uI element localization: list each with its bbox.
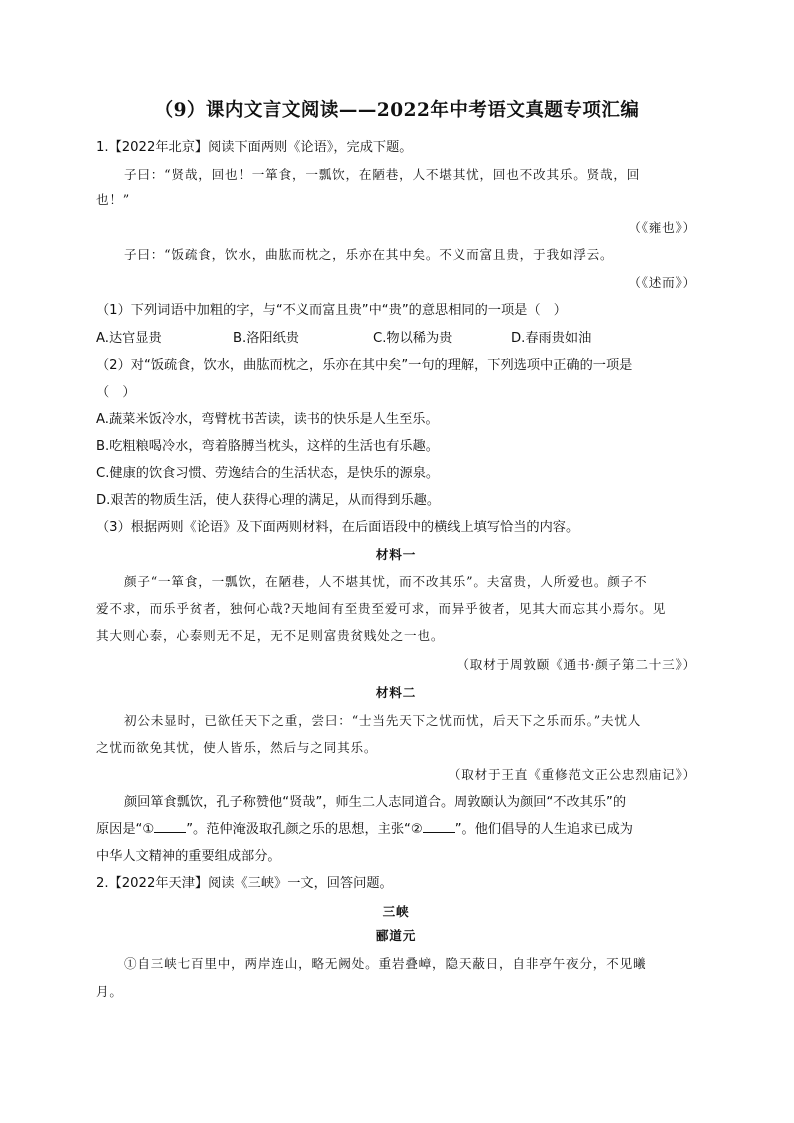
question-2-intro: 阅读《三峡》一文，回答问题。: [208, 876, 393, 891]
sub-question-1-stem: （1）下列词语中加粗的字，与“不义而富且贵”中“贵”的意思相同的一项是（ ）: [96, 303, 567, 318]
sub-question-1-option-b: B.洛阳纸贵: [233, 331, 299, 346]
material-2-line-1: 初公未显时，已欲任天下之重，尝曰：“士当先天下之忧而忧，后天下之乐而乐。”夫忧人: [124, 713, 642, 728]
sub-question-2-stem-cont: （ ）: [96, 385, 136, 400]
question-1-header: [96, 136, 696, 155]
sub-question-1-option-a: A.达官显贵: [96, 331, 162, 346]
material-1-line-2: 爱不求，而乐乎贫者，独何心哉?天地间有至贵至爱可求，而异乎彼者，见其大而忘其小焉尔。见: [96, 601, 667, 616]
passage-1-source: （《雍也》）: [628, 220, 696, 235]
passage-2-line-1: 子曰：“饭疏食，饮水，曲肱而枕之，乐亦在其中矣。不义而富且贵，于我如浮云。: [124, 247, 614, 262]
paragraph-line-2-part-c: ”。他们倡导的人生追求已成为: [454, 822, 633, 837]
sub-question-1-option-c: C.物以稀为贵: [373, 331, 453, 346]
sub-question-2-option-b: B.吃粗粮喝冷水，弯着胳膊当枕头，这样的生活也有乐趣。: [96, 439, 439, 454]
sub-question-2-option-d: D.艰苦的物质生活，使人获得心理的满足，从而得到乐趣。: [96, 493, 441, 508]
passage-1-line-2: 也！”: [96, 192, 131, 207]
material-1-source: （取材于周敦颐《通书·颜子第二十三》）: [456, 657, 696, 672]
material-2-line-2: 之忧而欲免其忧，使人皆乐，然后与之同其乐。: [96, 740, 378, 755]
passage-1-line-1: 子曰：“贤哉，回也！一箪食，一瓢饮，在陋巷，人不堪其忧，回也不改其乐。贤哉，回: [124, 167, 641, 182]
essay-title: 三峡: [382, 904, 410, 919]
page-title: （9）课内文言文阅读——2022年中考语文真题专项汇编: [154, 100, 640, 121]
paragraph-line-1: 颜回箪食瓢饮，孔子称赞他“贤哉”，师生二人志同道合。周敦颐认为颜回“不改其乐”的: [124, 795, 627, 810]
answer-blank-1[interactable]: [154, 822, 186, 833]
question-2-header: [96, 872, 696, 891]
sub-question-2-option-c: C.健康的饮食习惯、劳逸结合的生活状态，是快乐的源泉。: [96, 466, 440, 481]
sub-question-3-stem: （3）根据两则《论语》及下面两则材料，在后面语段中的横线上填写恰当的内容。: [96, 520, 580, 535]
paragraph-line-2-part-b: ”。范仲淹汲取孔颜之乐的思想，主张“②: [186, 822, 423, 837]
material-2-title: 材料二: [375, 685, 417, 700]
material-1-line-1: 颜子“一箪食，一瓢饮，在陋巷，人不堪其忧，而不改其乐”。夫富贵，人所爱也。颜子不: [124, 574, 648, 589]
question-2-source: 【2022年天津】: [108, 876, 209, 891]
question-2-number: 2.: [96, 876, 109, 891]
paragraph-line-2-part-a: 原因是“①: [96, 822, 155, 837]
sub-question-2-stem: （2）对“饭疏食，饮水，曲肱而枕之，乐亦在其中矣”一句的理解，下列选项中正确的一项是: [96, 358, 633, 373]
essay-paragraph-1-line-1: ①自三峡七百里中，两岸连山，略无阙处。重岩叠嶂，隐天蔽日，自非亭午夜分，不见曦: [124, 956, 647, 971]
material-2-source: （取材于王直《重修范文正公忠烈庙记》）: [447, 767, 696, 782]
essay-author: 郦道元: [375, 928, 417, 943]
paragraph-line-3: 中华人文精神的重要组成部分。: [96, 849, 281, 864]
question-1-source: 【2022年北京】: [108, 140, 209, 155]
material-1-line-3: 其大则心泰，心泰则无不足，无不足则富贵贫贱处之一也。: [96, 628, 445, 643]
sub-question-2-option-a: A.蔬菜米饭冷水，弯臂枕书苦读，读书的快乐是人生至乐。: [96, 412, 439, 427]
answer-blank-2[interactable]: [423, 822, 455, 833]
question-1-number: 1.: [96, 140, 109, 155]
sub-question-1-option-d: D.春雨贵如油: [511, 331, 592, 346]
essay-paragraph-1-line-2: 月。: [96, 984, 123, 999]
material-1-title: 材料一: [375, 547, 417, 562]
question-1-intro: 阅读下面两则《论语》，完成下题。: [208, 140, 413, 155]
passage-2-source: （《述而》）: [628, 275, 696, 290]
paragraph-line-2: [96, 818, 696, 837]
